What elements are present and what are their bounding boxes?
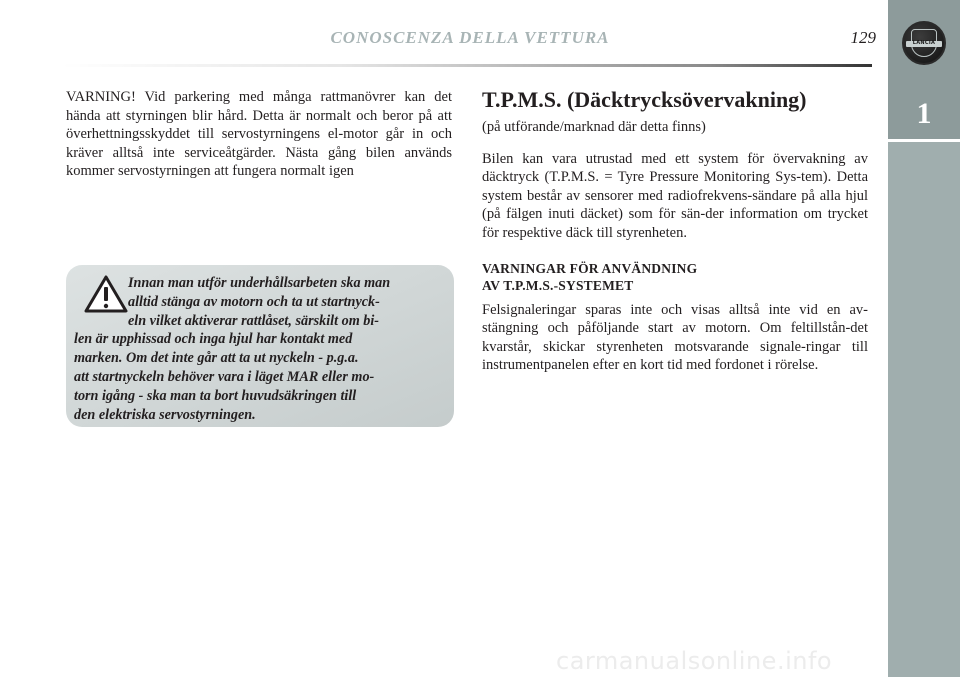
warning-line: alltid stänga av motorn och ta ut startnyck- <box>128 293 380 310</box>
warning-line: len är upphissad och inga hjul har kontakt med <box>74 331 353 348</box>
chapter-number: 1 <box>916 97 932 130</box>
page-number: 129 <box>850 28 876 47</box>
steering-warning-paragraph: VARNING! Vid parkering med många rattmanövrer kan det hända att styrningen blir hård. Detta är normalt och beror på att överhettningsskyddet till servostyrningens el-motor går in och kräver alltså inte serviceåtgärder. Nästa gång bilen används kommer servostyrningen att fungera normalt igen <box>66 89 452 180</box>
watermark: carmanualsonline.info <box>556 647 833 675</box>
tpms-description-paragraph: Bilen kan vara utrustad med ett system för övervakning av däcktryck (T.P.M.S. = Tyre Pressure Monitoring Sys-tem). Detta system består av sensorer med radiofrekvens-sändare på alla hjul (på fälgen inuti däcket) som för sän-der information om trycket för respektive däck till styrenheten. <box>482 150 868 241</box>
section-title: T.P.M.S. (Däcktrycksövervakning) <box>482 87 807 112</box>
subheading-line: VARNINGAR FÖR ANVÄNDNING <box>482 260 698 276</box>
chapter-tab-top <box>888 0 960 142</box>
section-subtitle: (på utförande/marknad där detta finns) <box>482 119 706 135</box>
running-header-title: CONOSCENZA DELLA VETTURA <box>330 28 610 47</box>
warning-line: marken. Om det inte går att ta ut nyckeln - p.g.a. <box>74 350 359 367</box>
header-rule <box>62 64 872 67</box>
subheading-line: AV T.P.M.S.-SYSTEMET <box>482 277 634 293</box>
warning-line: eln vilket aktiverar rattlåset, särskilt om bi- <box>128 312 380 329</box>
chapter-side-tab <box>888 0 960 677</box>
warning-line: att startnyckeln behöver vara i läget MAR eller mo- <box>74 368 375 385</box>
subheading <box>482 260 868 294</box>
tpms-section <box>482 86 868 375</box>
logo-text: LANCIA <box>912 40 936 46</box>
warning-line: torn igång - ska man ta bort huvudsäkringen till <box>74 387 357 404</box>
warning-box <box>66 265 454 427</box>
lancia-logo <box>902 21 946 65</box>
lancia-shield-icon <box>911 29 937 57</box>
tpms-warnings-paragraph: Felsignaleringar sparas inte och visas alltså inte vid en av-stängning och påföljande start av motorn. Om feltillstån-det kvarstår, skickar styrenheten motsvarande signale-ringar till instrumentpanelen efter en kort tid med fordonet i rörelse. <box>482 301 868 374</box>
warning-line: Innan man utför underhållsarbeten ska man <box>128 275 391 291</box>
warning-text <box>74 274 444 424</box>
warning-line: den elektriska servostyrningen. <box>74 406 256 423</box>
